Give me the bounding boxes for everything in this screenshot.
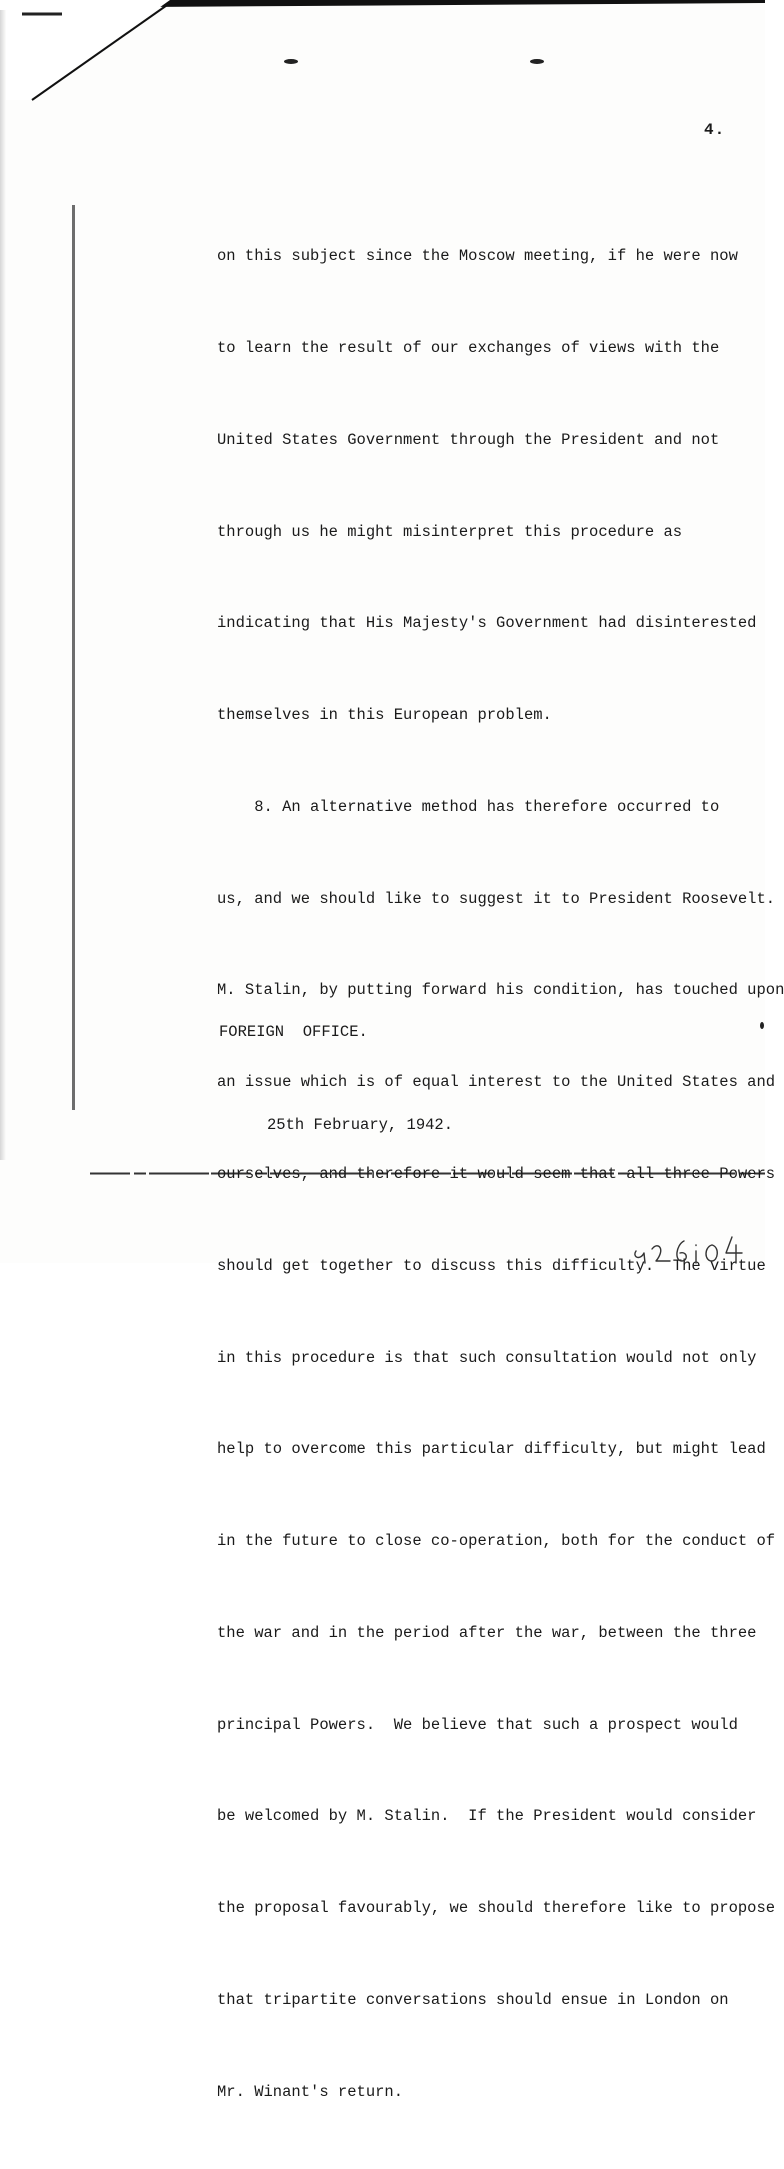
body-line: the war and in the period after the war, between the three xyxy=(217,1623,757,1642)
body-line: that tripartite conversations should ensue in London on xyxy=(217,1991,729,2010)
body-line: ourselves, and therefore it would seem that all three Powers xyxy=(217,1165,776,1183)
body-line: on this subject since the Moscow meeting, if he were now xyxy=(217,247,738,266)
letter-date: 25th February, 1942. xyxy=(267,1116,454,1134)
signature-block xyxy=(219,955,453,1203)
body-line: principal Powers. We believe that such a prospect would xyxy=(217,1715,738,1734)
body-line: be welcomed by M. Stalin. If the President would consider xyxy=(217,1807,757,1826)
body-line: 8. An alternative method has therefore occurred to xyxy=(217,797,720,816)
body-line: themselves in this European problem. xyxy=(217,706,552,725)
body-line: an issue which is of equal interest to the United States and xyxy=(217,1073,776,1092)
scan-speck xyxy=(530,59,544,64)
scan-corner-fold xyxy=(0,0,200,110)
body-line: should get together to discuss this difficulty. The virtue xyxy=(217,1256,766,1275)
body-line: indicating that His Majesty's Government had disinterested xyxy=(217,614,757,633)
body-line: the proposal favourably, we should therefore like to propose xyxy=(217,1899,776,1918)
page-number: 4. xyxy=(704,121,726,139)
body-line: help to overcome this particular difficulty, but might lead xyxy=(217,1440,766,1459)
body-line: through us he might misinterpret this procedure as xyxy=(217,522,683,541)
scan-speck xyxy=(284,59,298,64)
scan-left-shadow xyxy=(0,10,6,1160)
body-line: us, and we should like to suggest it to President Roosevelt. xyxy=(217,889,776,908)
body-line: in the future to close co-operation, both for the conduct of xyxy=(217,1532,776,1551)
margin-rule xyxy=(72,205,75,1110)
body-line: to learn the result of our exchanges of views with the xyxy=(217,338,720,357)
body-line: United States Government through the President and not xyxy=(217,430,720,449)
body-line: in this procedure is that such consultation would not only xyxy=(217,1348,757,1367)
sender-office: FOREIGN OFFICE. xyxy=(219,1023,368,1041)
body-line: M. Stalin, by putting forward his condition, has touched upon xyxy=(217,981,784,1000)
handwritten-archive-number xyxy=(628,1225,748,1265)
body-line: Mr. Winant's return. xyxy=(217,2082,404,2101)
